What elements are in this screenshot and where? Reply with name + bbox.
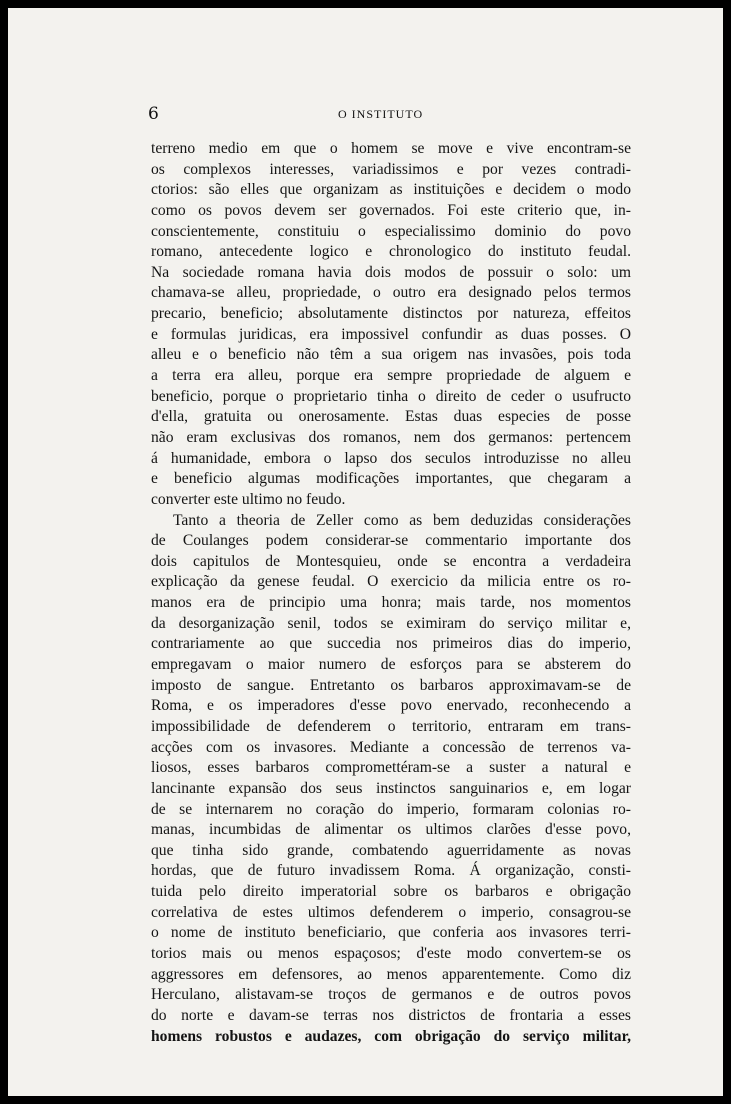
- text-line: converter este ultimo no feudo.: [151, 490, 346, 508]
- book-page: [8, 8, 723, 1096]
- text-line: conscientemente, constituiu o especialissimo dominio do povo: [151, 222, 631, 240]
- text-line: a terra era alleu, porque era sempre propriedade de alguem e: [151, 367, 631, 385]
- text-line: contrariamente ao que succedia nos primeiros dias do imperio,: [151, 635, 631, 653]
- text-line: de Coulanges podem considerar-se commentario importante dos: [151, 532, 631, 550]
- text-line: da desorganização senil, todos se eximiram do serviço militar e,: [151, 614, 631, 632]
- text-line: manas, incumbidas de alimentar os ultimos clarões d'esse povo,: [151, 821, 631, 839]
- text-line: do norte e davam-se terras nos districtos de frontaria a esses: [151, 1006, 631, 1024]
- text-line: correlativa de estes ultimos defenderem o imperio, consagrou-se: [151, 903, 631, 921]
- text-line: imposto de sangue. Entretanto os barbaros approximavam-se de: [151, 676, 631, 694]
- text-line: Na sociedade romana havia dois modos de possuir o solo: um: [151, 263, 631, 281]
- text-line: o nome de instituto beneficiario, que conferia aos invasores terri-: [151, 924, 631, 942]
- text-line: torios mais ou menos espaçosos; d'este modo convertem-se os: [151, 944, 631, 962]
- page-number: 6: [148, 104, 159, 124]
- text-line: acções com os invasores. Mediante a concessão de terrenos va-: [151, 738, 631, 756]
- text-line: Roma, e os imperadores d'esse povo enervado, reconhecendo a: [151, 697, 631, 715]
- body-text: [151, 139, 631, 1047]
- text-line: terreno medio em que o homem se move e vive encontram-se: [151, 140, 631, 157]
- text-line: e beneficio algumas modificações importantes, que chegaram a: [151, 470, 631, 488]
- text-line: explicação da genese feudal. O exercicio da milicia entre os ro-: [151, 573, 631, 591]
- text-line: impossibilidade de defenderem o territorio, entraram em trans-: [151, 717, 631, 735]
- text-line: empregavam o maior numero de esforços para se absterem do: [151, 656, 631, 674]
- running-head: O INSTITUTO: [338, 107, 424, 121]
- text-line: ctorios: são elles que organizam as instituições e decidem o modo: [151, 181, 631, 199]
- text-line: tuida pelo direito imperatorial sobre os barbaros e obrigação: [151, 883, 631, 901]
- text-line: Herculano, alistavam-se troços de germanos e de outros povos: [151, 986, 631, 1004]
- text-line: d'ella, gratuita ou onerosamente. Estas duas especies de posse: [151, 408, 631, 426]
- text-line: e formulas juridicas, era impossivel confundir as duas posses. O: [151, 325, 631, 343]
- text-line: romano, antecedente logico e chronologico do instituto feudal.: [151, 243, 631, 261]
- text-line: lancinante expansão dos seus instinctos sanguinarios e, em logar: [151, 779, 631, 797]
- text-line: aggressores em defensores, ao menos apparentemente. Como diz: [151, 965, 631, 983]
- text-line: precario, beneficio; absolutamente distinctos por natureza, effeitos: [151, 305, 631, 323]
- text-line: manos era de principio uma honra; mais tarde, nos momentos: [151, 594, 631, 612]
- text-line: os complexos interesses, variadissimos e por vezes contradi-: [151, 160, 631, 178]
- text-line: alleu e o beneficio não têm a sua origem nas invasões, pois toda: [151, 346, 631, 364]
- page-header: [148, 104, 631, 124]
- text-line: hordas, que de futuro invadissem Roma. Á organização, consti-: [151, 862, 631, 880]
- text-line: como os povos devem ser governados. Foi este criterio que, in-: [151, 201, 631, 219]
- text-line: dois capitulos de Montesquieu, onde se encontra a verdadeira: [151, 552, 631, 570]
- text-line: homens robustos e audazes, com obrigação do serviço militar,: [151, 1027, 631, 1045]
- text-line: Tanto a theoria de Zeller como as bem deduzidas considerações: [173, 511, 631, 529]
- text-line: não eram exclusivas dos romanos, nem dos germanos: pertencem: [151, 428, 631, 446]
- text-line: liosos, esses barbaros compromettéram-se a suster a natural e: [151, 759, 631, 777]
- text-line: chamava-se alleu, propriedade, o outro era designado pelos termos: [151, 284, 631, 302]
- text-line: que tinha sido grande, combatendo aguerridamente as novas: [151, 841, 631, 859]
- text-line: á humanidade, embora o lapso dos seculos introduzisse no alleu: [151, 449, 631, 467]
- text-line: de se internarem no coração do imperio, formaram colonias ro-: [151, 800, 631, 818]
- text-line: beneficio, porque o proprietario tinha o direito de ceder o usufructo: [151, 387, 631, 405]
